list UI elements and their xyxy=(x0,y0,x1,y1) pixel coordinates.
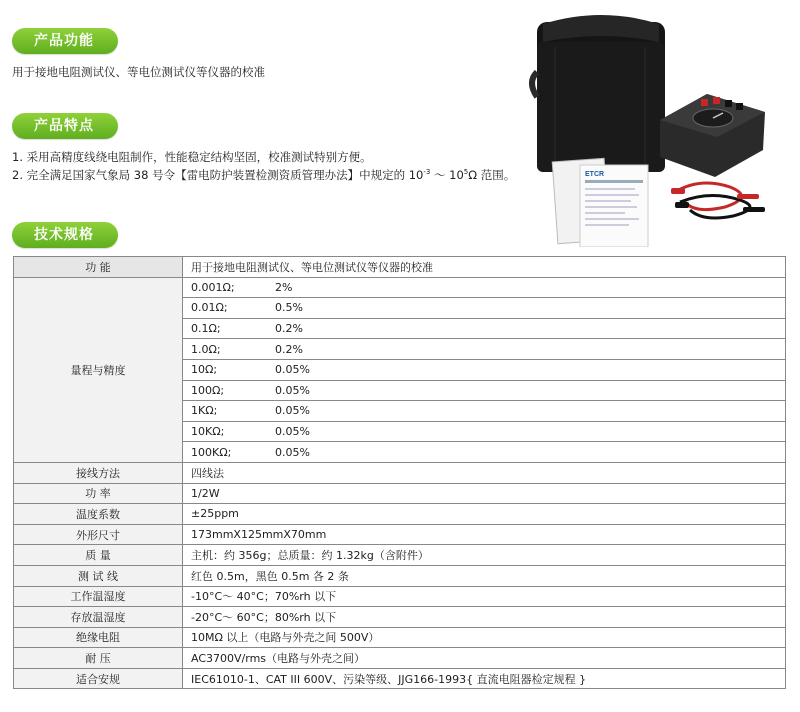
accuracy-value: 0.05% xyxy=(275,383,310,397)
section-heading-features: 产品特点 xyxy=(12,113,118,139)
table-row xyxy=(14,524,786,545)
spec-label: 适合安规 xyxy=(14,668,183,689)
spec-label: 质 量 xyxy=(14,545,183,566)
exponent-max: 5 xyxy=(463,168,469,177)
spec-label: 量程与精度 xyxy=(14,277,183,462)
function-description: 用于接地电阻测试仪、等电位测试仪等仪器的校准 xyxy=(12,65,265,79)
range-accuracy-cell xyxy=(183,318,786,339)
range-value: 1.0Ω; xyxy=(191,342,221,356)
table-row xyxy=(14,648,786,669)
range-accuracy-cell xyxy=(183,339,786,360)
accuracy-value: 0.05% xyxy=(275,363,310,377)
spec-value: ±25ppm xyxy=(183,504,786,525)
spec-label: 功 率 xyxy=(14,483,183,504)
table-row xyxy=(14,565,786,586)
range-accuracy-cell xyxy=(183,298,786,319)
range-value: 0.1Ω; xyxy=(191,322,221,336)
spec-value: 主机：约 356g；总质量：约 1.32kg（含附件） xyxy=(183,545,786,566)
spec-value: -20°C～ 60°C；80%rh 以下 xyxy=(183,607,786,628)
table-row xyxy=(14,627,786,648)
spec-label: 测 试 线 xyxy=(14,565,183,586)
spec-value: 173mmX125mmX70mm xyxy=(183,524,786,545)
table-row xyxy=(14,277,786,298)
range-value: 100KΩ; xyxy=(191,445,232,459)
spec-value: -10°C～ 40°C；70%rh 以下 xyxy=(183,586,786,607)
spec-value: 10MΩ 以上（电路与外壳之间 500V） xyxy=(183,627,786,648)
feature-item-2-mid: ～ 10 xyxy=(430,168,464,182)
feature-item-1: 1. 采用高精度线绕电阻制作，性能稳定结构坚固，校准测试特别方便。 xyxy=(12,150,372,164)
spec-label: 外形尺寸 xyxy=(14,524,183,545)
spec-label: 功 能 xyxy=(14,257,183,278)
test-leads-icon xyxy=(671,183,765,218)
section-heading-function: 产品功能 xyxy=(12,28,118,54)
table-row xyxy=(14,607,786,628)
section-heading-specs: 技术规格 xyxy=(12,222,118,248)
accuracy-value: 0.05% xyxy=(275,404,310,418)
range-accuracy-cell xyxy=(183,277,786,298)
spec-table xyxy=(13,256,786,689)
spec-value: IEC61010-1、CAT III 600V、污染等级、JJG166-1993{ 直流电阻器检定规程 } xyxy=(183,668,786,689)
accuracy-value: 0.05% xyxy=(275,425,310,439)
accuracy-value: 0.2% xyxy=(275,342,303,356)
resistor-box-icon xyxy=(660,94,765,177)
spec-value: 四线法 xyxy=(183,462,786,483)
carrying-bag-icon xyxy=(532,15,665,172)
table-row xyxy=(14,462,786,483)
product-photo xyxy=(525,2,800,247)
exponent-min: -3 xyxy=(423,168,431,177)
feature-item-2 xyxy=(12,167,515,183)
range-accuracy-cell xyxy=(183,380,786,401)
accuracy-value: 0.2% xyxy=(275,322,303,336)
table-row xyxy=(14,668,786,689)
spec-value: 用于接地电阻测试仪、等电位测试仪等仪器的校准 xyxy=(183,257,786,278)
feature-item-2-suffix: Ω 范围。 xyxy=(468,168,516,182)
table-row xyxy=(14,545,786,566)
range-value: 10Ω; xyxy=(191,363,218,377)
range-value: 0.01Ω; xyxy=(191,301,228,315)
manual-booklet-icon xyxy=(552,158,648,247)
feature-item-2-prefix: 2. 完全满足国家气象局 38 号令【雷电防护装置检测资质管理办法】中规定的 10 xyxy=(12,168,424,182)
spec-value: 1/2W xyxy=(183,483,786,504)
range-accuracy-cell xyxy=(183,442,786,463)
spec-label: 耐 压 xyxy=(14,648,183,669)
accuracy-value: 2% xyxy=(275,280,293,294)
range-value: 1KΩ; xyxy=(191,404,218,418)
table-row xyxy=(14,586,786,607)
spec-label: 温度系数 xyxy=(14,504,183,525)
accuracy-value: 0.5% xyxy=(275,301,303,315)
accuracy-value: 0.05% xyxy=(275,445,310,459)
range-accuracy-cell xyxy=(183,359,786,380)
spec-value: 红色 0.5m，黑色 0.5m 各 2 条 xyxy=(183,565,786,586)
spec-value: AC3700V/rms（电路与外壳之间） xyxy=(183,648,786,669)
spec-label: 工作温湿度 xyxy=(14,586,183,607)
range-accuracy-cell xyxy=(183,421,786,442)
spec-label: 接线方法 xyxy=(14,462,183,483)
spec-label: 存放温湿度 xyxy=(14,607,183,628)
table-row xyxy=(14,483,786,504)
table-row xyxy=(14,257,786,278)
brand-logo: ETCR xyxy=(585,171,605,178)
range-accuracy-cell xyxy=(183,401,786,422)
spec-label: 绝缘电阻 xyxy=(14,627,183,648)
range-value: 0.001Ω; xyxy=(191,280,235,294)
range-value: 10KΩ; xyxy=(191,425,225,439)
table-row xyxy=(14,504,786,525)
range-value: 100Ω; xyxy=(191,383,225,397)
